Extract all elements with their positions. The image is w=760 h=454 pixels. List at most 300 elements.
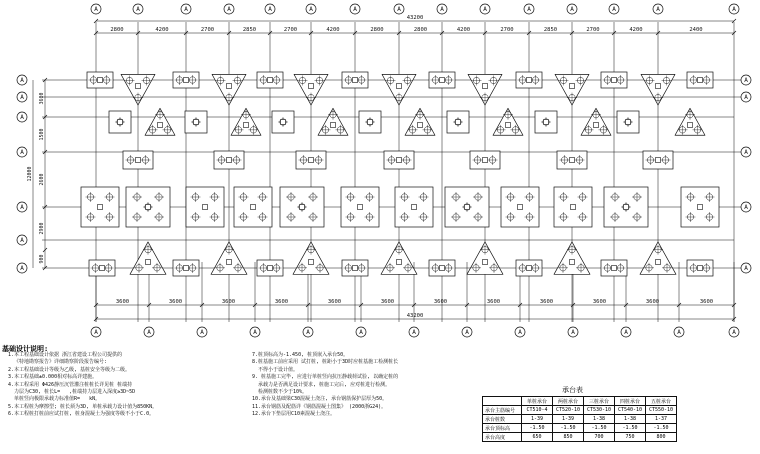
notes-left [8, 352, 157, 419]
pile-cap-rect [123, 151, 153, 169]
column-stub [506, 123, 511, 128]
axis-bubble-label: A [94, 329, 98, 336]
axis-bubble-label: A [253, 329, 257, 336]
column-stub [118, 120, 123, 125]
dim-span-top: 2700 [200, 27, 215, 33]
dim-total-top: 43200 [406, 15, 424, 21]
pile-cap-rect [126, 187, 170, 227]
cap-table-corner [483, 397, 522, 406]
axis-bubble-label: A [732, 6, 736, 13]
note-line: 12.承台下垫层用C10素混凝土浇注。 [252, 411, 336, 418]
dim-span-top: 4200 [326, 27, 340, 33]
pile-cap-triangle [382, 74, 416, 105]
pile-cap-rect [186, 187, 224, 227]
column-stub [440, 266, 445, 271]
dim-span-top: 2700 [283, 27, 298, 33]
axis-bubble-label: A [744, 265, 748, 272]
pile-cap-triangle [581, 108, 611, 135]
column-stub [698, 205, 703, 210]
pile-cap-triangle [493, 108, 523, 135]
axis-bubble-label: A [744, 94, 748, 101]
note-line: 9. 桩基施工完毕, 应进行单桩竖向抗压静载荷试验, 以确定桩的 [252, 374, 399, 381]
axis-bubble-label: A [353, 6, 357, 13]
axis-bubble-label: A [412, 329, 416, 336]
cap-table-title: 承台表 [562, 386, 583, 394]
column-stub [146, 205, 151, 210]
pile-cap-rect [81, 187, 119, 227]
axis-bubble [480, 4, 490, 14]
column-stub [544, 120, 549, 125]
column-stub [244, 123, 249, 128]
pile-cap-rect [601, 260, 627, 276]
cap-col-header: 五桩承台 [646, 397, 677, 406]
cap-cell: -1.50 [615, 424, 646, 433]
column-stub [194, 120, 199, 125]
axis-bubble [653, 4, 663, 14]
pile-cap-rect [447, 111, 469, 133]
axis-bubble [729, 4, 739, 14]
column-stub [571, 205, 576, 210]
cap-row-label: 承台高度 [483, 433, 522, 442]
pile-cap-triangle [641, 74, 675, 105]
axis-bubble [674, 327, 684, 337]
column-stub [527, 78, 532, 83]
cap-row-label: 承台主筋编号 [483, 406, 522, 415]
column-stub [465, 205, 470, 210]
dim-span-left: 2900 [39, 222, 45, 235]
axis-bubble-label: A [184, 6, 188, 13]
axis-bubble [306, 4, 316, 14]
cap-table-row [483, 406, 677, 415]
axis-bubble [17, 92, 27, 102]
note-line: 5.本工程桩为摩擦型; 桩长须为3D, 单桩承载力设计值为850KN。 [8, 403, 158, 410]
axis-bubble-label: A [200, 329, 204, 336]
pile-cap-rect [535, 111, 557, 133]
column-stub [331, 123, 336, 128]
pile-cap-rect [185, 111, 207, 133]
dim-span-top: 2700 [500, 27, 514, 33]
column-stub [136, 84, 141, 89]
cap-cell: 1-37 [646, 415, 677, 424]
column-stub [100, 266, 105, 271]
note-line: 4.本工程采用 Φ426静压沉管灌注桩桩长详见桩 桩端持 [8, 381, 133, 388]
axis-bubble-label: A [20, 265, 24, 272]
pile-cap-rect [341, 187, 379, 227]
axis-bubble-label: A [359, 329, 363, 336]
dim-span-bottom: 3600 [380, 299, 395, 305]
pile-cap-rect [429, 72, 455, 88]
pile-cap-rect [257, 260, 283, 276]
column-stub [612, 78, 617, 83]
dim-span-top: 2850 [543, 27, 558, 33]
axis-bubble [515, 327, 525, 337]
pile-cap-rect [280, 187, 324, 227]
pile-cap-rect [554, 187, 592, 227]
pile-cap-rect [257, 72, 283, 88]
pile-cap-triangle [231, 108, 261, 135]
axis-bubble [197, 327, 207, 337]
column-stub [656, 84, 661, 89]
note-line: 2.本工程基础设计等级为乙级, 基桩安全等级为二级。 [8, 366, 131, 373]
column-stub [594, 123, 599, 128]
pile-cap-rect [173, 72, 199, 88]
axis-bubble [224, 4, 234, 14]
axis-bubble-label: A [518, 329, 522, 336]
column-stub [309, 260, 314, 265]
dim-span-bottom: 3600 [539, 299, 554, 305]
axis-bubble [133, 4, 143, 14]
pile-cap-triangle [130, 242, 166, 274]
pile-cap-rect [384, 151, 414, 169]
column-stub [698, 266, 703, 271]
axis-bubble [17, 202, 27, 212]
dim-total-left: 12000 [27, 166, 33, 182]
column-stub [483, 84, 488, 89]
dim-span-bottom: 3600 [645, 299, 660, 305]
axis-bubble-label: A [309, 6, 313, 13]
axis-bubble-label: A [744, 149, 748, 156]
column-stub [570, 260, 575, 265]
column-stub [268, 266, 273, 271]
pile-cap-triangle [675, 108, 705, 135]
note-line: 检测桩数不少于10%。 [252, 389, 308, 396]
column-stub [518, 205, 523, 210]
column-stub [624, 205, 629, 210]
dim-span-top: 4200 [456, 27, 471, 33]
cap-table-header [483, 397, 677, 406]
column-stub [309, 84, 314, 89]
note-line: 10.承台及基础梁C30混凝土浇注, 承台钢筋保护层厚为50。 [252, 396, 388, 403]
column-stub [98, 205, 103, 210]
cap-cell: 650 [522, 433, 553, 442]
axis-bubble-label: A [20, 149, 24, 156]
pile-cap-rect [342, 260, 368, 276]
note-line: 力层为C30, 桩长L= ,桩端持力层进入深度≥3D~5D [8, 389, 136, 396]
cap-cell: CT510-4 [522, 406, 553, 415]
column-stub [570, 158, 575, 163]
column-stub [456, 120, 461, 125]
note-line: 承载力是否满足设计要求, 桩施工完后, 应对桩进行检测。 [252, 381, 391, 388]
pile-cap-rect [359, 111, 381, 133]
axis-bubble-label: A [465, 329, 469, 336]
pile-cap-rect [109, 111, 131, 133]
pile-cap-rect [601, 72, 627, 88]
axis-bubble-label: A [656, 6, 660, 13]
axis-bubble-label: A [20, 94, 24, 101]
column-stub [281, 120, 286, 125]
column-stub [656, 158, 661, 163]
pile-caps [81, 72, 719, 276]
axis-bubble [621, 327, 631, 337]
pile-cap-rect [395, 187, 433, 227]
pile-cap-rect [342, 72, 368, 88]
axis-bubble [17, 112, 27, 122]
column-stub [268, 78, 273, 83]
dim-span-top: 2700 [586, 27, 600, 33]
axis-bubble-label: A [744, 77, 748, 84]
axis-bubble-label: A [612, 6, 616, 13]
axis-bubble [181, 4, 191, 14]
pile-cap-triangle [145, 108, 175, 135]
axis-bubble-label: A [397, 6, 401, 13]
axis-bubble [394, 4, 404, 14]
note-line: 7.桩顶标高为-1.450, 桩顶嵌入承台50。 [252, 352, 349, 358]
axis-bubble-label: A [94, 6, 98, 13]
dim-span-left: 3600 [39, 92, 45, 105]
column-stub [136, 158, 141, 163]
note-line: 1.本工程基础设计依据 浙江省建设工程公司提供的 [8, 352, 123, 358]
column-stub [227, 84, 232, 89]
column-stub [227, 260, 232, 265]
column-stub [626, 120, 631, 125]
dim-span-left: 900 [39, 254, 45, 264]
column-stub [412, 205, 417, 210]
axis-bubble [17, 235, 27, 245]
column-stub [227, 158, 232, 163]
dim-span-top: 2800 [370, 27, 384, 33]
axis-bubble-label: A [483, 6, 487, 13]
axis-bubble [17, 75, 27, 85]
pile-cap-rect [501, 187, 539, 227]
axis-bubble [741, 147, 751, 157]
axis-bubble-label: A [677, 329, 681, 336]
column-stub [418, 123, 423, 128]
dim-span-bottom: 3600 [327, 299, 342, 305]
column-stub [300, 205, 305, 210]
column-stub [309, 158, 314, 163]
pile-cap-rect [681, 187, 719, 227]
note-line: 8.桩基施工前应采用 试打桩, 桩距小于3D时应桩基施工检测桩长 [252, 359, 399, 366]
pile-cap-rect [687, 72, 713, 88]
column-stub [184, 78, 189, 83]
axis-bubble-label: A [20, 237, 24, 244]
pile-cap-rect [296, 151, 326, 169]
cap-table-row [483, 415, 677, 424]
dim-span-bottom: 3600 [592, 299, 607, 305]
dim-span-bottom: 3600 [699, 299, 714, 305]
dim-span-bottom: 3600 [115, 299, 130, 305]
dim-span-top: 4200 [155, 27, 169, 33]
dim-span-left: 1500 [39, 128, 45, 141]
pile-cap-rect [604, 187, 648, 227]
axis-bubble-label: A [732, 329, 736, 336]
pile-cap-triangle [405, 108, 435, 135]
column-stub [203, 205, 208, 210]
cap-cell: 800 [646, 433, 677, 442]
axis-bubble [462, 327, 472, 337]
cap-col-header: 单桩承台 [522, 397, 553, 406]
column-stub [353, 266, 358, 271]
axis-bubble [17, 263, 27, 273]
axis-bubble [144, 327, 154, 337]
axis-bubble [741, 92, 751, 102]
axis-bubble-label: A [227, 6, 231, 13]
note-line: 《特地勘察报告》详细勘察阶段报告编号: [8, 359, 108, 366]
column-stub [397, 84, 402, 89]
axis-bubble [524, 4, 534, 14]
cap-cell: -1.50 [584, 424, 615, 433]
axis-bubble [568, 327, 578, 337]
pile-cap-triangle [468, 74, 502, 105]
cap-cell: CT550-10 [646, 406, 677, 415]
dim-span-bottom: 3600 [433, 299, 448, 305]
axis-bubble [437, 4, 447, 14]
pile-cap-rect [173, 260, 199, 276]
cap-cell: 1-38 [584, 415, 615, 424]
dim-span-top: 2850 [242, 27, 257, 33]
pile-cap-rect [687, 260, 713, 276]
column-stub [656, 260, 661, 265]
axis-bubble [91, 327, 101, 337]
axis-bubble-label: A [744, 204, 748, 211]
cap-cell: -1.50 [522, 424, 553, 433]
axis-bubble-label: A [624, 329, 628, 336]
cap-cell: -1.50 [646, 424, 677, 433]
note-line: 3.本工程基础±0.000相对标高详建施。 [8, 374, 98, 381]
axis-bubble-label: A [570, 6, 574, 13]
column-stub [251, 205, 256, 210]
pile-cap-rect [214, 151, 244, 169]
pile-cap-triangle [467, 242, 503, 274]
pile-cap-triangle [211, 242, 247, 274]
axis-bubble [741, 202, 751, 212]
axis-bubble [265, 4, 275, 14]
axis-bubble [303, 327, 313, 337]
cap-row-label: 承台桩数 [483, 415, 522, 424]
cap-cell: 850 [553, 433, 584, 442]
axis-bubble-label: A [20, 77, 24, 84]
cap-cell: CT520-10 [553, 406, 584, 415]
column-stub [368, 120, 373, 125]
dim-span-bottom: 3600 [274, 299, 289, 305]
axis-bubble [741, 75, 751, 85]
column-stub [483, 158, 488, 163]
axis-bubble [609, 4, 619, 14]
axis-grid [42, 22, 742, 322]
pile-cap-rect [516, 260, 542, 276]
column-stub [397, 158, 402, 163]
pile-cap-rect [557, 151, 587, 169]
cap-col-header: 三桩承台 [584, 397, 615, 406]
dim-span-top: 4200 [629, 27, 643, 33]
column-stub [184, 266, 189, 271]
axis-bubble [91, 4, 101, 14]
column-stub [698, 78, 703, 83]
dim-span-top: 2800 [413, 27, 428, 33]
column-stub [612, 266, 617, 271]
axis-bubble-label: A [147, 329, 151, 336]
cap-table-row [483, 424, 677, 433]
cap-cell: 1-39 [553, 415, 584, 424]
column-stub [483, 260, 488, 265]
axis-bubble [356, 327, 366, 337]
pile-cap-rect [516, 72, 542, 88]
cap-col-header: 四桩承台 [615, 397, 646, 406]
pile-cap-triangle [381, 242, 417, 274]
pile-cap-rect [272, 111, 294, 133]
axis-bubble-label: A [20, 114, 24, 121]
dim-total-bottom: 43200 [406, 313, 424, 319]
column-stub [98, 78, 103, 83]
cap-row-label: 承台顶标高 [483, 424, 522, 433]
note-line: 单桩竖向极限承载力标准值R= kN。 [8, 396, 101, 403]
cap-cell: -1.50 [553, 424, 584, 433]
column-stub [397, 260, 402, 265]
dim-span-top: 2800 [110, 27, 124, 33]
notes-title: 基础设计说明: [2, 345, 49, 353]
column-stub [570, 84, 575, 89]
column-stub [353, 78, 358, 83]
cap-cell: 1-38 [615, 415, 646, 424]
pile-cap-triangle [318, 108, 348, 135]
cap-col-header: 两桩承台 [553, 397, 584, 406]
pile-cap-triangle [555, 74, 589, 105]
pile-cap-triangle [121, 74, 155, 105]
cap-table [482, 396, 677, 442]
dim-span-top: 2400 [689, 27, 703, 33]
pile-cap-rect [617, 111, 639, 133]
cap-cell: CT540-10 [615, 406, 646, 415]
dim-span-bottom: 3600 [486, 299, 501, 305]
dim-span-bottom: 3600 [168, 299, 183, 305]
cap-cell: 1-39 [522, 415, 553, 424]
note-line: 6.本工程桩打桩前应试打桩, 桩身混凝土为强度等级不小于C.0。 [8, 411, 155, 418]
column-stub [527, 266, 532, 271]
axis-bubble [350, 4, 360, 14]
cap-table-row [483, 433, 677, 442]
column-stub [688, 123, 693, 128]
pile-cap-triangle [293, 242, 329, 274]
axis-bubble-label: A [268, 6, 272, 13]
axis-bubbles [17, 4, 751, 337]
pile-cap-rect [234, 187, 272, 227]
pile-cap-rect [87, 72, 113, 88]
axis-bubble [17, 147, 27, 157]
cap-cell: 700 [584, 433, 615, 442]
pile-cap-rect [89, 260, 115, 276]
cap-cell: CT530-10 [584, 406, 615, 415]
dim-span-left: 2600 [39, 173, 45, 186]
column-stub [440, 78, 445, 83]
axis-bubble [409, 327, 419, 337]
pile-cap-rect [643, 151, 673, 169]
pile-cap-rect [429, 260, 455, 276]
pile-cap-triangle [640, 242, 676, 274]
axis-bubble [250, 327, 260, 337]
pile-cap-rect [470, 151, 500, 169]
axis-bubble-label: A [306, 329, 310, 336]
pile-cap-rect [445, 187, 489, 227]
column-stub [358, 205, 363, 210]
axis-bubble [729, 327, 739, 337]
axis-bubble [741, 263, 751, 273]
column-stub [146, 260, 151, 265]
pile-cap-triangle [212, 74, 246, 105]
axis-bubble [567, 4, 577, 14]
note-line: 不得小于设计值。 [252, 366, 299, 373]
axis-bubble-label: A [440, 6, 444, 13]
notes-right [252, 352, 398, 419]
column-stub [158, 123, 163, 128]
cap-cell: 750 [615, 433, 646, 442]
note-line: 11.承台钢筋及配筋详《钢筋混凝土图集》 (2000浙G24)。 [252, 403, 387, 410]
pile-cap-triangle [554, 242, 590, 274]
axis-bubble-label: A [20, 204, 24, 211]
axis-bubble-label: A [571, 329, 575, 336]
pile-cap-triangle [294, 74, 328, 105]
axis-bubble-label: A [527, 6, 531, 13]
axis-bubble-label: A [136, 6, 140, 13]
